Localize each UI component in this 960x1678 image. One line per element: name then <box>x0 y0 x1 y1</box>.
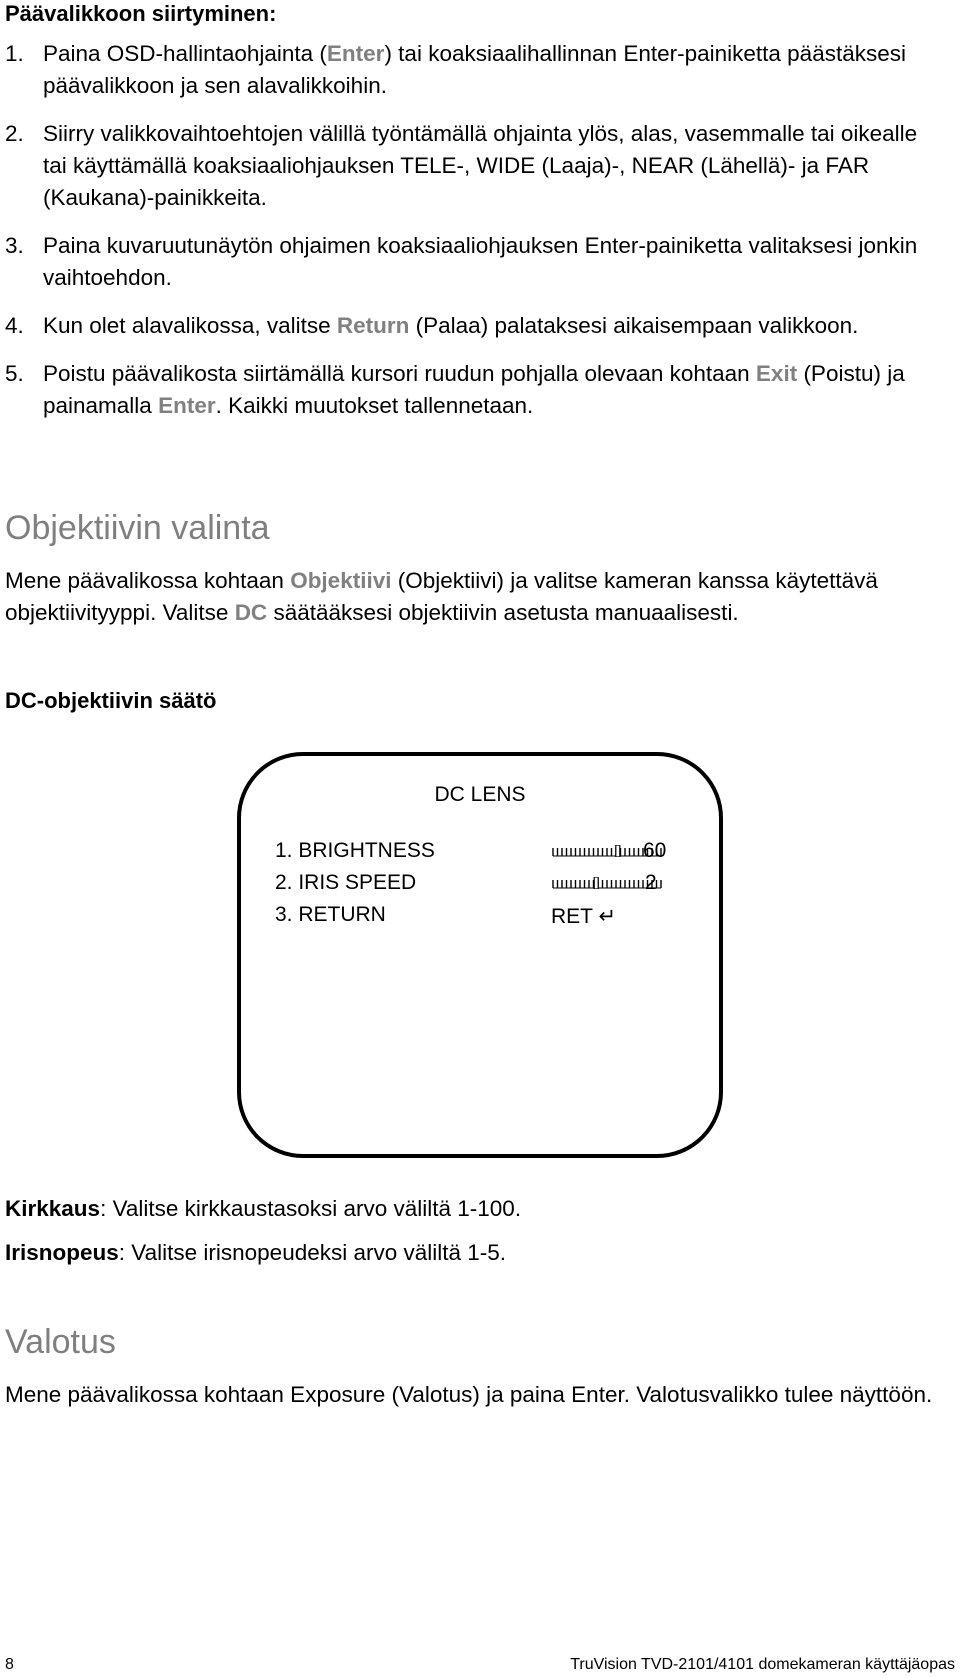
brightness-term: Kirkkaus <box>5 1196 101 1221</box>
highlighted-term: Exit <box>755 361 798 386</box>
lens-selection-text <box>5 565 945 629</box>
text-run: Kun olet alavalikossa, valitse <box>43 313 337 338</box>
step-text <box>43 41 906 98</box>
brightness-definition <box>5 1194 521 1224</box>
iris-speed-definition <box>5 1238 506 1268</box>
navigation-steps-list <box>5 38 945 422</box>
highlighted-term: Enter <box>158 393 216 418</box>
step-item <box>5 310 945 342</box>
return-indicator: RET ↵ <box>551 905 617 928</box>
step-item <box>5 358 945 422</box>
step-number: 4. <box>5 313 24 338</box>
step-item <box>5 118 945 214</box>
step-item <box>5 38 945 102</box>
dc-lens-osd-menu <box>237 752 723 1158</box>
step-number: 5. <box>5 361 24 386</box>
osd-title: DC LENS <box>434 783 526 806</box>
osd-item-brightness: 1. BRIGHTNESS <box>275 839 435 862</box>
dc-lens-adjust-heading: DC-objektiivin säätö <box>5 688 217 713</box>
highlighted-term: Return <box>336 313 410 338</box>
menu-navigation-heading: Päävalikkoon siirtyminen: <box>5 1 277 26</box>
text-run: Siirry valikkovaihtoehtojen välillä työntämällä ohjainta ylös, alas, vasemmalle tai oikealle tai käyttämällä koaksiaaliohjauksen TELE-, WIDE (Laaja)-, NEAR (Lähellä)- ja FAR (Kaukana)-painikkeita. <box>43 121 918 210</box>
step-number: 2. <box>5 121 24 146</box>
scale-marker <box>616 845 620 857</box>
text-run: . Kaikki muutokset tallennetaan. <box>215 393 534 418</box>
highlighted-term: Enter <box>326 41 385 66</box>
exposure-title: Valotus <box>5 1323 116 1361</box>
text-run: Paina kuvaruutunäytön ohjaimen koaksiaaliohjauksen Enter-painiketta valitaksesi jonkin vaihtoehdon. <box>43 233 918 290</box>
text-run: (Poistu) ja painamalla <box>43 361 905 418</box>
text-run: (Palaa) palataksesi aikaisempaan valikkoon. <box>409 313 859 338</box>
highlighted-term: Objektiivi <box>290 568 392 593</box>
highlighted-term: DC <box>234 600 268 625</box>
step-text <box>43 121 917 210</box>
brightness-desc: : Valitse kirkkaustasoksi arvo väliltä 1-100. <box>100 1196 522 1221</box>
text-run: Poistu päävalikosta siirtämällä kursori ruudun pohjalla olevaan kohtaan <box>43 361 756 386</box>
step-item <box>5 230 945 294</box>
osd-item-return: 3. RETURN <box>275 903 386 926</box>
text-run: (Objektiivi) ja valitse kameran kanssa käytettävä objektiivityyppi. Valitse <box>5 568 878 625</box>
iris-speed-term: Irisnopeus <box>5 1240 119 1265</box>
text-run: ) tai koaksiaalihallinnan Enter-painiketta päästäksesi päävalikkoon ja sen alavalikkoihin. <box>43 41 906 98</box>
step-number: 3. <box>5 233 24 258</box>
text-run: Paina OSD-hallintaohjainta ( <box>43 41 327 66</box>
lens-selection-title: Objektiivin valinta <box>5 509 270 547</box>
osd-item-iris-speed: 2. IRIS SPEED <box>275 871 417 894</box>
text-run: säätääksesi objektiivin asetusta manuaalisesti. <box>267 600 739 625</box>
document-title: TruVision TVD-2101/4101 domekameran käyttäjäopas <box>570 1656 955 1673</box>
step-text <box>43 361 905 418</box>
scale-marker <box>594 877 598 889</box>
step-number: 1. <box>5 41 24 66</box>
brightness-value: 60 <box>643 839 667 862</box>
step-text <box>43 313 858 338</box>
page-number: 8 <box>5 1656 14 1673</box>
iris-speed-value: 2 <box>645 871 657 894</box>
step-text <box>43 233 917 290</box>
text-run: Mene päävalikossa kohtaan <box>5 568 291 593</box>
iris-speed-desc: : Valitse irisnopeudeksi arvo väliltä 1-5. <box>118 1240 507 1265</box>
exposure-text: Mene päävalikossa kohtaan Exposure (Valotus) ja paina Enter. Valotusvalikko tulee näyttöön. <box>5 1382 933 1407</box>
